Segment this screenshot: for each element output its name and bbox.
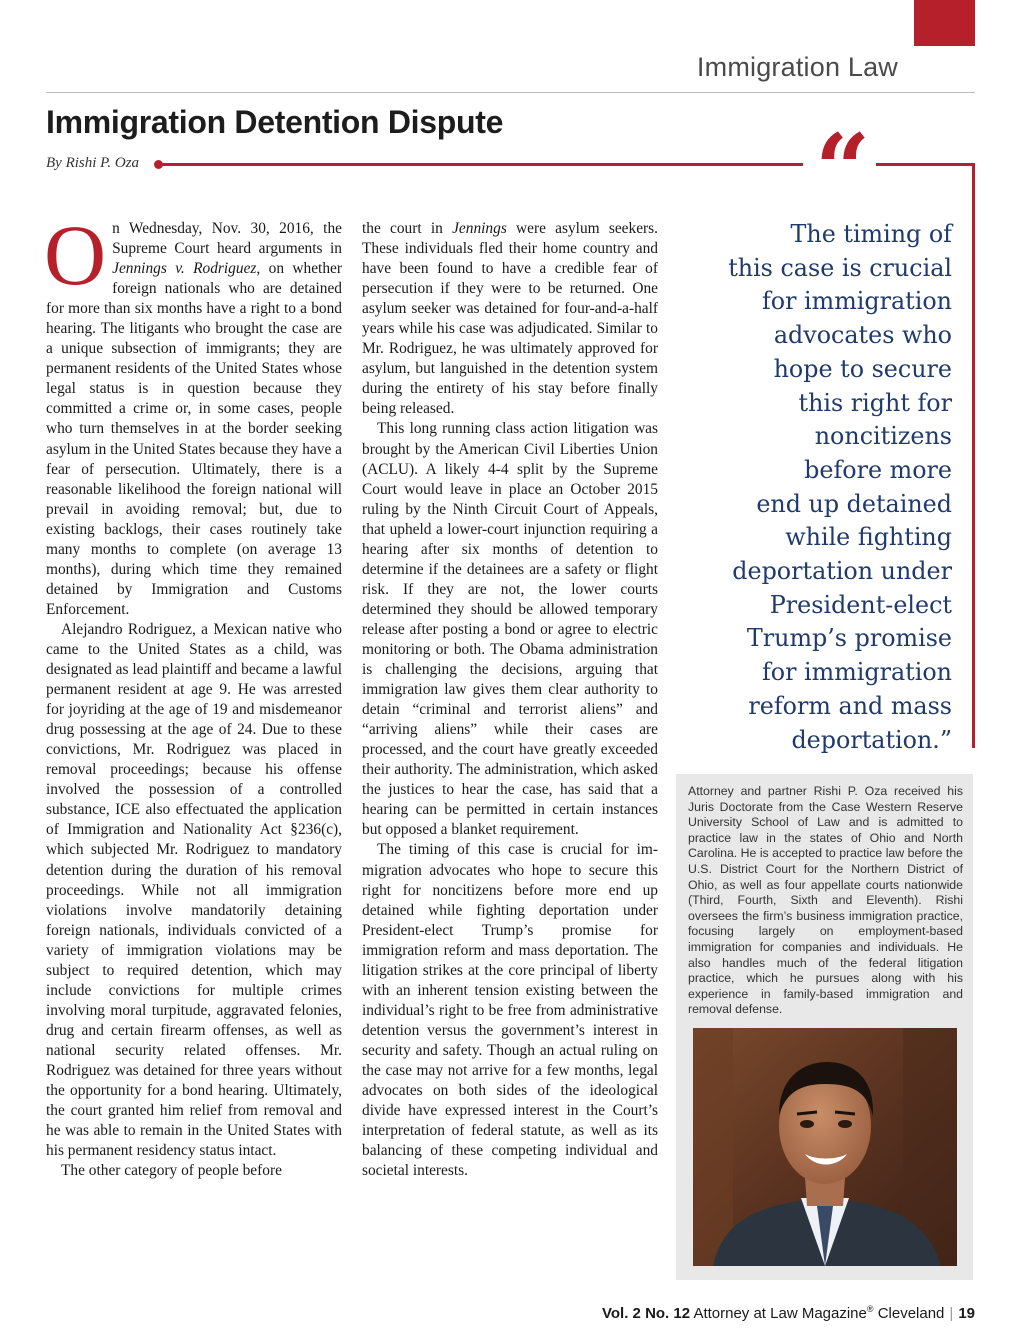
section-divider: [46, 92, 975, 93]
paragraph: The timing of this case is crucial for immigration advocates who hope to secure this right for noncitizens before more end up detained while fighting deportation under President-elect Trump’s promise for immigration reform and mass deportation. The litigation strikes at the core principal of liberty with an inherent tension existing between the individual’s right to be free from administrative detention versus the government’s interest in security and safety. Though an actual ruling on the case may not arrive for a few months, legal advocates on both sides of the ideological divide have expressed interest in the Court’s interpretation of federal statute, as well as its balancing of these competing individual and societal interests.: [362, 841, 658, 1180]
paragraph: Alejandro Rodriguez, a Mexican native who came to the United States as a child, was designated as lead plaintiff and became a lawful permanent resident at age 9. He was arrested for joyriding at the age of 19 and misdemeanor drug possessing at the age of 24. Due to these convictions, Mr. Rodriguez was placed in removal proceedings; because his offense involved the possession of a controlled substance, ICE also effectuated the application of Immigration and Nationality Act §236(c), which subjected Mr. Rodriguez to mandatory detention during the duration of his removal proceedings. While not all immigration violations involve mandatorily detaining foreign nationals, individuals convicted of a variety of immigration violations may be subject to required detention, which may include convictions for multiple crimes involving moral turpitude, aggravated felonies, drug and certain firearm offenses, as well as national security related offenses. Mr. Rodriguez was detained for three years without the opportunity for a bond hearing. Ultimately, the court granted him relief from removal and he was able to remain in the United States with his permanent residency status intact.: [46, 620, 342, 1160]
page-footer: [602, 1304, 975, 1322]
quote-frame-right: [972, 163, 975, 748]
byline: By Rishi P. Oza: [46, 155, 140, 171]
paragraph: The other category of people before: [61, 1162, 282, 1180]
pull-quote-line: before more: [804, 455, 952, 484]
pull-quote-line: Trump’s promise: [746, 624, 952, 653]
paragraph: [44, 207, 342, 620]
pull-quote-line: this right for: [798, 388, 952, 417]
pull-quote-line: hope to secure: [773, 354, 952, 383]
registered-mark: ®: [866, 1304, 874, 1314]
corner-accent-block: [914, 0, 975, 46]
article-column-1: [44, 207, 342, 1181]
pull-quote-line: for immigration: [761, 658, 952, 687]
article-headline: Immigration Detention Dispute: [46, 104, 504, 140]
section-label: Immigration Law: [696, 52, 898, 82]
magazine-city: Cleveland: [877, 1305, 945, 1322]
page-number: 19: [958, 1305, 975, 1322]
paragraph: This long running class action litigation was brought by the American Civil Liberties Union (ACLU). A likely 4-4 split by the Supreme Court would leave in place an October 2015 ruling by the Ninth Circuit Court of Appeals, that upheld a lower-court injunction requiring a hearing after six months of detention to determine if the detainees are a safety or flight risk. If they are not, the lower courts determined they should be allowed temporary release after posting a bond or agree to electric monitoring or both. The Obama administration is challenging the decisions, arguing that immigration law gives them clear authority to detain “criminal and terrorist aliens” and “arriving aliens” while their cases are processed, and the court have greatly exceeded their authority. The administration, which asked the justices to hear the case, has said that a hearing can be permitted in certain instances but opposed a blanket requirement.: [362, 420, 658, 839]
pull-quote-line: while fighting: [785, 523, 952, 552]
paragraph: [362, 219, 658, 419]
pull-quote-line: this case is crucial: [728, 253, 952, 282]
footer-separator: |: [949, 1305, 954, 1322]
author-bio-box: [676, 774, 973, 1280]
pull-quote-line: end up detained: [756, 489, 952, 518]
author-photo: [693, 1028, 957, 1266]
text-run: , on whether foreign nationals who are detained for more than six months have a right to a bond hearing. The litigants who brought the case are a unique subsection of immigrants; they are permanent residents of the United States whose legal status is in question because they committed a crime or, in some cases, people who turn themselves in at the border seeking asylum in the United States because they have a fear of persecution. Ultimately, there is a reasonable likelihood the foreign national will prevail in avoiding removal; but, due to existing backlogs, their cases routinely take many months to complete (on average 13 months), during which time they remained detained by Immigration and Customs Enforcement.: [46, 260, 342, 618]
pull-quote-line: President-elect: [769, 590, 952, 619]
author-portrait-illustration: [693, 1028, 957, 1266]
byline-rule: [157, 163, 803, 166]
quote-frame-top: [876, 163, 975, 166]
pull-quote-line: reform and mass: [748, 691, 952, 720]
author-bio: Attorney and partner Rishi P. Oza received his Juris Doctorate from the Case Western Reserve University School of Law and is admitted to practice law in the states of Ohio and North Carolina. He is accepted to practice law before the U.S. District Court for the Northern District of Ohio, as well as four appellate courts nationwide (Third, Fourth, Sixth and Eleventh). Rishi oversees the firm’s business immigration practice, focusing largely on employment-based immigration for companies and individuals. He also handles much of the federal litigation practice, which he pursues along with his experience in family-based immigration and removal defense.: [688, 784, 963, 1017]
pull-quote-line: The timing of: [790, 220, 952, 248]
quote-mark-icon: “: [815, 113, 871, 226]
issue-number: Vol. 2 No. 12: [602, 1305, 691, 1322]
article-column-2: [362, 219, 658, 1181]
pull-quote-line: deportation.”: [791, 725, 952, 754]
drop-cap: O: [44, 207, 107, 303]
case-name: Jennings: [452, 220, 507, 237]
pull-quote-line: for immigration: [761, 287, 952, 316]
text-run: the court in: [362, 220, 453, 237]
pull-quote-line: advocates who: [773, 321, 952, 350]
magazine-name: Attorney at Law Magazine: [693, 1305, 867, 1322]
pull-quote-line: deportation under: [732, 557, 952, 586]
pull-quote: [680, 218, 952, 757]
case-name: Jennings v. Rodriguez: [112, 260, 257, 278]
text-run: n Wednesday, Nov. 30, 2016, the Supreme Court heard arguments in: [112, 220, 342, 258]
text-run: were asylum seekers. These individuals fled their home country and have been found to have a credible fear of persecution if they were to be returned. One asylum seeker was detained for four-and-a-half years while his case was adjudicated. Similar to Mr. Rodriguez, he was ultimately approved for asylum, but languished in the detention system during the entirety of his stay before finally being released.: [362, 220, 658, 418]
pull-quote-line: noncitizens: [814, 422, 952, 451]
